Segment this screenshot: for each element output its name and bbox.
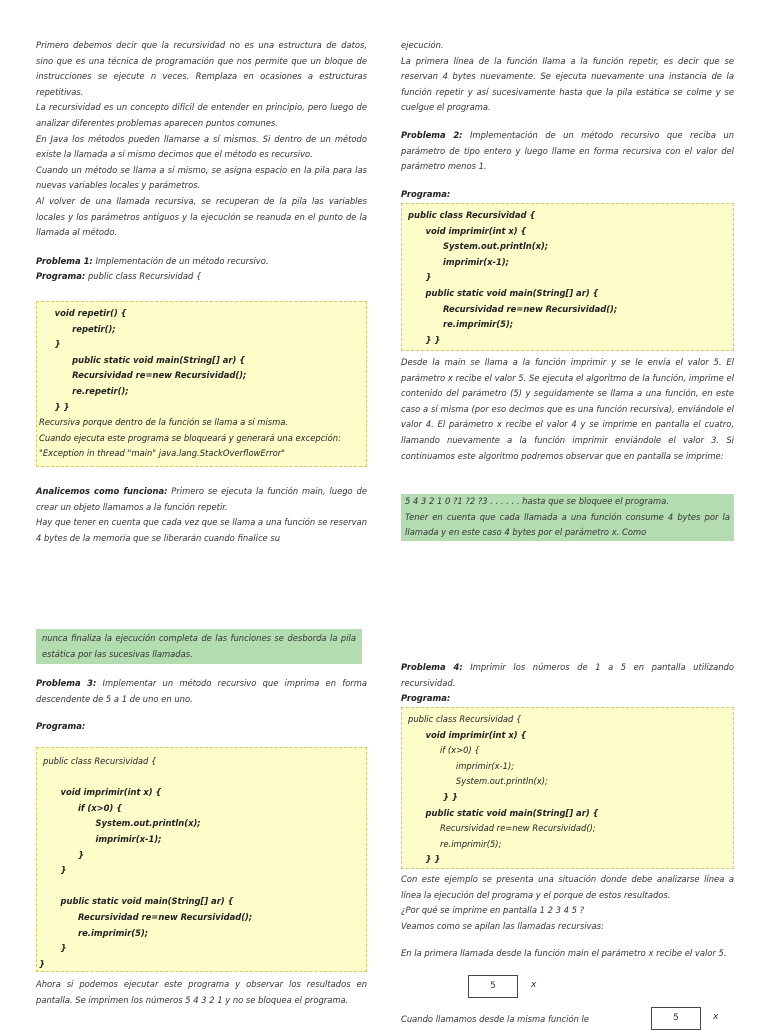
code-line: } — [39, 958, 45, 969]
problem-2-text: Implementación de un método recursivo que reciba un parámetro de tipo entero y luego llame en forma recursiva con el valor del parámetro menos 1. — [401, 129, 735, 172]
intro-paragraph: Cuando un método se llama a sí mismo, se asigna espacio en la pila para las nuevas variables locales y parámetros. — [36, 164, 367, 191]
problem-4-text: Imprimir los números de 1 a 5 en pantalla utilizando recursividad. — [401, 662, 734, 688]
top-right-column — [401, 38, 734, 202]
explanation-line: Veamos como se apilan las llamadas recursivas: — [401, 920, 604, 931]
top-left-column — [36, 38, 367, 285]
code-line: System.out.println(x); — [408, 776, 548, 787]
problem-1-heading — [36, 254, 367, 270]
analysis-label: Analicemos como funciona: — [36, 486, 168, 496]
code-line: imprimir(x-1); — [43, 833, 162, 844]
problem-1-label: Problema 1: — [36, 255, 93, 266]
code-line: if (x>0) { — [408, 745, 480, 756]
code-line: repetir(); — [43, 323, 116, 334]
code-block-problem-4 — [401, 707, 734, 869]
code-line: Recursividad re=new Recursividad(); — [408, 303, 618, 314]
memory-note: Tener en cuenta que cada llamada a una función consume 4 bytes por la llamada y en este caso 4 bytes por el parámetro x. Como — [405, 511, 730, 538]
problem-4-label: Problema 4: — [401, 662, 463, 672]
code-line: void imprimir(int x) { — [43, 787, 162, 798]
continuation-paragraph: La primera línea de la función llama a la función repetir, es decir que se reservan 4 bytes nuevamente. Se ejecuta nuevamente una instancia de la función repetir y así sucesivamente hasta que la pila estática se colme y se cuelgue el programa. — [401, 55, 734, 113]
intro-paragraph: Primero debemos decir que la recursividad no es una estructura de datos, sino que es una técnica de programación que nos permite que un bloque de instrucciones se ejecute n veces. Remplaza en ocasiones a estructuras repetitivas. — [36, 40, 367, 97]
question-line: ¿Por qué se imprime en pantalla 1 2 3 4 5 ? — [401, 905, 585, 916]
output-highlight — [401, 494, 734, 541]
explanation-paragraph: Ahora si podemos ejecutar este programa y observar los resultados en pantalla. Se imprimen los números 5 4 3 2 1 y no se bloquea el programa. — [36, 979, 367, 1005]
code-line: public static void main(String[] ar) { — [408, 807, 599, 818]
stack-frame-value: 5 — [673, 1013, 679, 1023]
intro-paragraph: En Java los métodos pueden llamarse a sí mismos. Si dentro de un método existe la llamada a sí mismo decimos que el método es recursivo. — [36, 133, 367, 160]
stack-overflow-note: nunca finaliza la ejecución completa de las funciones se desborda la pila estática por las sucesivas llamadas. — [36, 629, 362, 664]
explanation-line: Recursiva porque dentro de la función se llama a sí misma. — [39, 417, 289, 428]
problem-2-explanation — [401, 355, 734, 464]
program-label: Programa: — [36, 271, 86, 282]
code-line — [43, 879, 360, 895]
stack-frame-box — [651, 1007, 701, 1030]
analysis-section — [36, 484, 367, 546]
code-line: } — [43, 865, 67, 876]
problem-4-explanation — [401, 872, 734, 962]
problem-3-explanation — [36, 977, 367, 1008]
problem-3-text: Implementar un método recursivo que imprima en forma descendente de 5 a 1 de uno en uno. — [36, 678, 367, 704]
intro-paragraph: La recursividad es un concepto difícil de entender en principio, pero luego de analizar diferentes problemas aparecen puntos comunes. — [36, 102, 367, 128]
explanation-paragraph: Desde la main se llama a la función imprimir y se le envía el valor 5. El parámetro x recibe el valor 5. Se ejecuta el algoritmo de la función, imprime el contenido del parámetro (5) y seguidamente se llama a una función, en este caso a sí misma (por eso decimos que es una función recursiva), enviándole el valor 4. El parámetro x recibe el valor 4 y se imprime en pantalla el cuatro, llamando nuevamente a la función imprimir enviándole el valor 3. Si continuamos este algoritmo podremos observar que en pantalla se imprime: — [401, 357, 734, 461]
code-line: public class Recursividad { — [43, 756, 157, 766]
code-line: public class Recursividad { — [408, 210, 536, 220]
code-line: public class Recursividad { — [408, 714, 522, 724]
program-label: Programa: — [401, 188, 451, 199]
program-heading — [36, 269, 367, 285]
problem-2-heading — [401, 128, 734, 175]
problem-4-section — [401, 660, 734, 707]
code-line: imprimir(x-1); — [408, 760, 515, 771]
code-line: re.imprimir(5); — [408, 319, 514, 330]
code-line: } — [43, 849, 84, 860]
code-line: System.out.println(x); — [408, 241, 549, 252]
code-line: Recursividad re=new Recursividad(); — [43, 370, 247, 381]
problem-3-label: Problema 3: — [36, 678, 97, 688]
last-line: Cuando llamamos desde la misma función le — [401, 1014, 590, 1024]
code-line: System.out.println(x); — [43, 818, 201, 829]
program-label: Programa: — [36, 721, 86, 732]
code-line: Recursividad re=new Recursividad(); — [408, 823, 596, 834]
code-line: public static void main(String[] ar) { — [408, 287, 599, 298]
first-call-text: En la primera llamada desde la función main el parámetro x recibe el valor 5. — [401, 948, 727, 959]
stack-frame-value: 5 — [490, 981, 496, 991]
code-line — [43, 770, 360, 786]
code-line: public static void main(String[] ar) { — [43, 896, 234, 907]
code-block-problem-2 — [401, 203, 734, 351]
continuation-line: ejecución. — [401, 40, 444, 50]
problem-2-label: Problema 2: — [401, 129, 463, 140]
code-block-problem-3 — [36, 747, 367, 972]
code-line: } — [408, 272, 432, 283]
problem-3-section — [36, 676, 367, 735]
code-line: } } — [408, 791, 458, 802]
stack-frame-box — [468, 975, 518, 998]
code-line: void imprimir(int x) { — [408, 729, 527, 740]
code-line: } } — [408, 854, 441, 865]
program-label: Programa: — [401, 693, 451, 704]
code-line: public static void main(String[] ar) { — [43, 354, 246, 365]
stack-frame-variable: x — [713, 1012, 719, 1022]
code-line: re.repetir(); — [43, 385, 129, 396]
code-line: void imprimir(int x) { — [408, 225, 527, 236]
output-sequence: 5 4 3 2 1 0 ?1 ?2 ?3 . . . . . . hasta que se bloquee el programa. — [405, 496, 669, 506]
analysis-text-2: Hay que tener en cuenta que cada vez que se llama a una función se reservan 4 bytes de la memoria que se liberarán cuando finalice su — [36, 517, 367, 543]
program-inline-code: public class Recursividad { — [85, 271, 202, 282]
explanation-line: Cuando ejecuta este programa se bloqueará y generará una excepción: — [39, 432, 341, 443]
code-line: Recursividad re=new Recursividad(); — [43, 911, 253, 922]
code-line: imprimir(x-1); — [408, 256, 510, 267]
code-block-problem-1 — [36, 301, 367, 467]
stack-frame-variable: x — [531, 980, 537, 990]
analysis-text: Primero se ejecuta la función main, luego de crear un objeto llamamos a la función repetir. — [36, 486, 367, 512]
code-line: } — [43, 339, 61, 350]
problem-3-heading — [36, 676, 367, 707]
intro-paragraph: Al volver de una llamada recursiva, se recuperan de la pila las variables locales y los parámetros antiguos y la ejecución se reanuda en el punto de la llamada al método. — [36, 195, 367, 238]
explanation-line: "Exception in thread "main" java.lang.StackOverflowError" — [39, 448, 286, 459]
code-line: void repetir() { — [43, 308, 127, 318]
code-line: } } — [408, 334, 441, 345]
explanation-paragraph: Con este ejemplo se presenta una situación donde debe analizarse línea a línea la ejecución del programa y el porque de estos resultados. — [401, 874, 734, 900]
problem-4-heading — [401, 660, 734, 691]
code-line: re.imprimir(5); — [43, 927, 149, 938]
code-line: if (x>0) { — [43, 802, 123, 813]
problem-1-text: Implementación de un método recursivo. — [92, 255, 269, 266]
code-line: } — [43, 943, 67, 954]
code-line: re.imprimir(5); — [408, 838, 502, 849]
code-line: } } — [43, 401, 70, 412]
